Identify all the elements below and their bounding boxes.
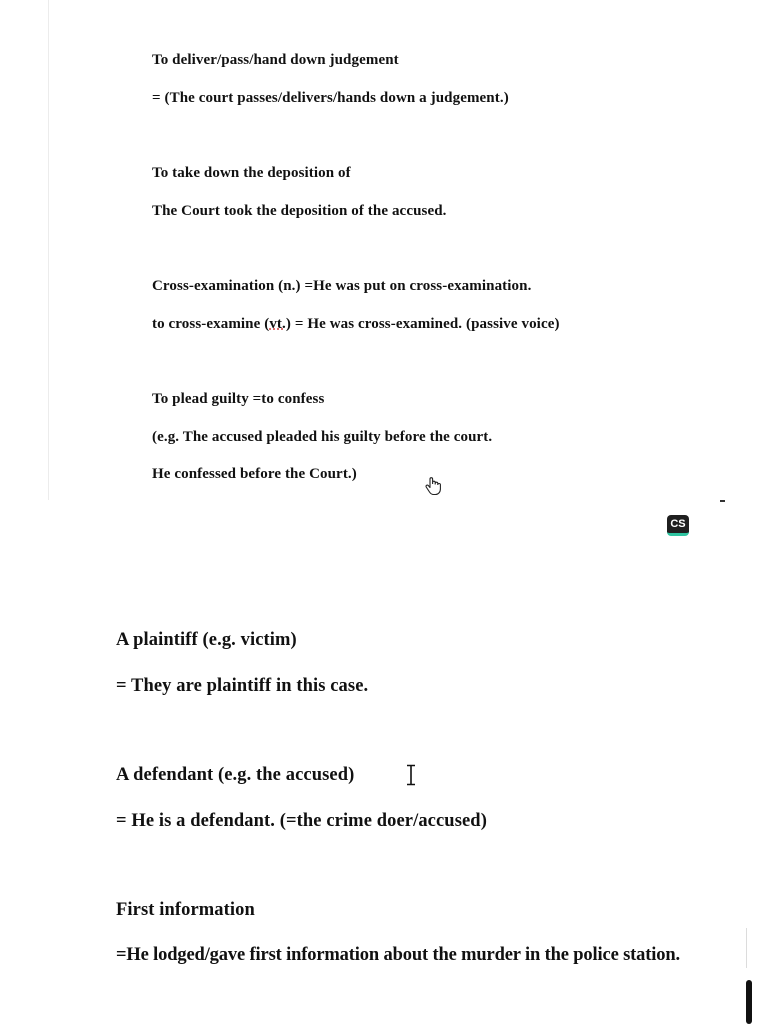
i-beam-cursor-icon (404, 764, 418, 786)
page-left-edge (48, 0, 49, 500)
term-first-information: First information (116, 900, 255, 920)
example-plead-guilty: (e.g. The accused pleaded his guilty before the court. (152, 429, 493, 445)
hand-pointer-cursor-icon (424, 476, 442, 496)
term-plead-guilty: To plead guilty =to confess (152, 391, 325, 407)
example-plaintiff: = They are plaintiff in this case. (116, 676, 369, 696)
example-deposition: The Court took the deposition of the accused. (152, 203, 447, 219)
page-right-edge (746, 928, 747, 968)
term-deposition: To take down the deposition of (152, 165, 351, 181)
term-plaintiff: A plaintiff (e.g. victim) (116, 630, 297, 650)
term-cross-examine (152, 316, 560, 333)
scrollbar-thumb[interactable] (746, 980, 752, 1024)
stray-mark (720, 500, 725, 502)
cross-examine-suffix: ) = He was cross-examined. (passive voice) (285, 316, 560, 332)
term-deliver-judgement: To deliver/pass/hand down judgement (152, 52, 399, 68)
cross-examine-prefix: to cross-examine ( (152, 316, 270, 332)
example-defendant: = He is a defendant. (=the crime doer/accused) (116, 811, 487, 831)
vt-abbreviation: vt. (269, 316, 286, 332)
term-cross-examination: Cross-examination (n.) =He was put on cross-examination. (152, 278, 532, 294)
example-confessed: He confessed before the Court.) (152, 466, 357, 482)
example-first-information: =He lodged/gave first information about the murder in the police station. (116, 945, 680, 965)
camscanner-logo: CS (667, 515, 689, 536)
example-judgement: = (The court passes/delivers/hands down a judgement.) (152, 90, 509, 106)
term-defendant: A defendant (e.g. the accused) (116, 765, 355, 785)
